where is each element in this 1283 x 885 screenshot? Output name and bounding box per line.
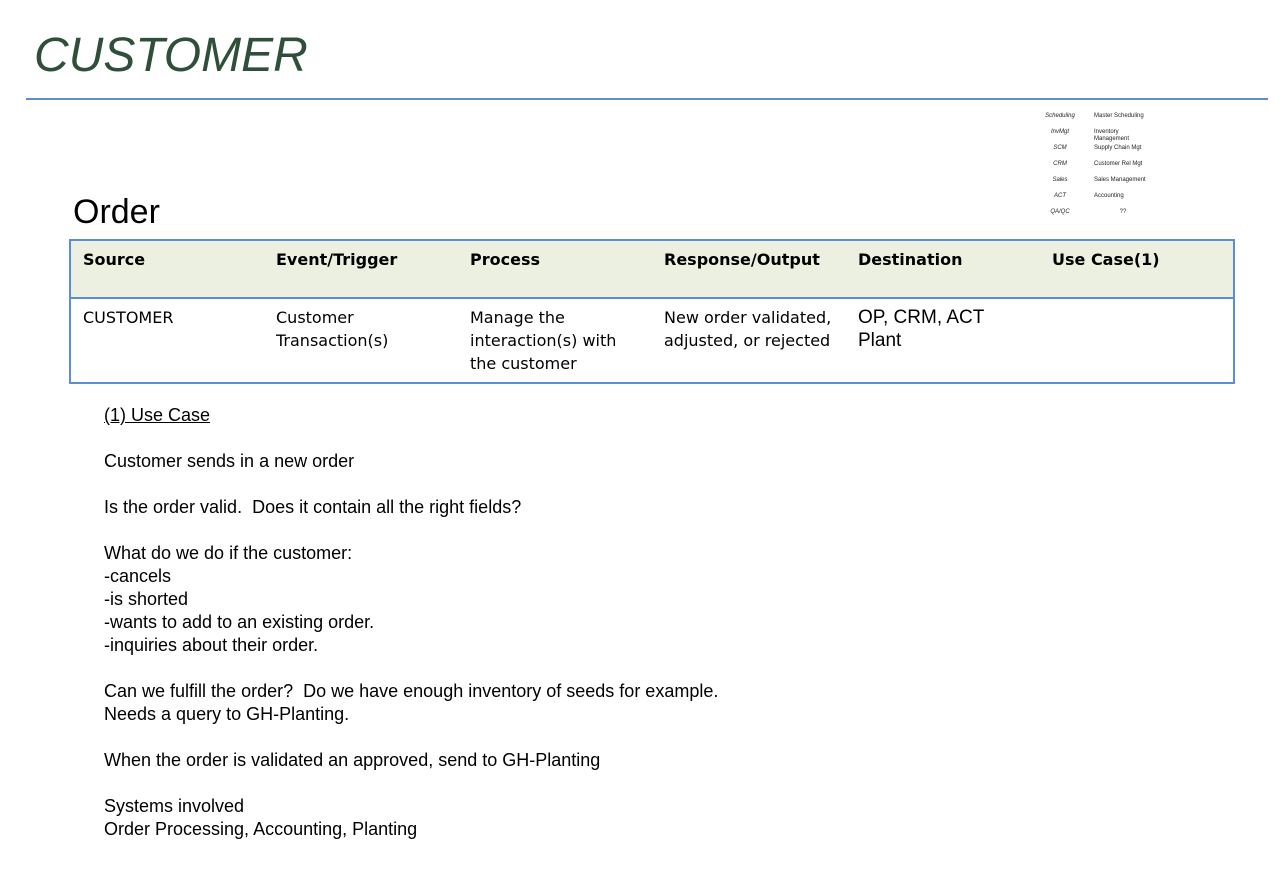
note-line: When the order is validated an approved, send to GH-Planting: [104, 750, 601, 770]
note-line: -is shorted: [104, 589, 189, 609]
note-line: -wants to add to an existing order.: [104, 612, 375, 632]
note-line: [104, 657, 1004, 680]
legend-row-sales: [1040, 177, 1160, 193]
legend-abbr: CRM: [1053, 161, 1067, 167]
legend-row-scheduling: [1040, 113, 1160, 129]
use-case-notes: [104, 404, 1004, 841]
slide-title: CUSTOMER: [34, 29, 308, 82]
legend-row-act: [1040, 193, 1160, 209]
legend-row-scm: [1040, 145, 1160, 161]
cell-process: Manage the interaction(s) with the customer: [470, 308, 617, 373]
legend-full: Supply Chain Mgt: [1094, 145, 1142, 151]
note-line: -cancels: [104, 566, 172, 586]
event-table: [69, 239, 1235, 384]
column-header-destination: Destination: [846, 240, 1040, 298]
legend-abbr: SCM: [1053, 145, 1067, 151]
cell-destination: OP, CRM, ACT Plant: [858, 307, 984, 351]
column-header-source: Source: [70, 240, 264, 298]
legend-full: Customer Rel Mgt: [1094, 161, 1143, 167]
cell-event-trigger: Customer Transaction(s): [276, 308, 389, 350]
cell-response-output: New order validated, adjusted, or rejected: [664, 308, 832, 350]
column-header-response-output: Response/Output: [652, 240, 846, 298]
column-header-use-case: Use Case(1): [1040, 240, 1234, 298]
note-line: What do we do if the customer:: [104, 543, 353, 563]
legend-full: ??: [1119, 209, 1127, 215]
legend-full: Inventory Management: [1094, 129, 1130, 142]
column-header-event-trigger: Event/Trigger: [264, 240, 458, 298]
note-line: Can we fulfill the order? Do we have enough inventory of seeds for example.: [104, 681, 719, 701]
note-line: [104, 473, 1004, 496]
legend-abbr: ACT: [1054, 193, 1066, 199]
note-line: [104, 726, 1004, 749]
table-row: [70, 298, 1234, 383]
title-divider: [26, 98, 1268, 100]
use-case-heading: (1) Use Case: [104, 405, 211, 425]
note-line: Systems involved: [104, 796, 245, 816]
note-line: [104, 772, 1004, 795]
note-line: Order Processing, Accounting, Planting: [104, 819, 418, 839]
legend-full: Accounting: [1094, 193, 1124, 199]
cell-source: CUSTOMER: [83, 308, 174, 327]
legend-abbr: InvMgt: [1050, 129, 1069, 135]
note-line: Is the order valid. Does it contain all the right fields?: [104, 497, 522, 517]
column-header-process: Process: [458, 240, 652, 298]
legend-row-qaqc: [1040, 209, 1160, 225]
legend-abbr: Scheduling: [1045, 113, 1075, 119]
legend-full: Master Scheduling: [1094, 113, 1144, 119]
cell-use-case: [1040, 298, 1234, 383]
section-heading: Order: [73, 193, 160, 231]
legend-abbr: Sales: [1052, 177, 1068, 183]
table-header-row: [70, 240, 1234, 298]
note-line: Customer sends in a new order: [104, 451, 355, 471]
abbreviation-legend: [1040, 113, 1160, 225]
note-line: [104, 519, 1004, 542]
legend-row-invmgt: [1040, 129, 1160, 145]
note-line: -inquiries about their order.: [104, 635, 319, 655]
legend-full: Sales Management: [1094, 177, 1146, 183]
note-line: Needs a query to GH-Planting.: [104, 704, 350, 724]
note-line: [104, 427, 1004, 450]
legend-abbr: QA/QC: [1050, 209, 1070, 215]
legend-row-crm: [1040, 161, 1160, 177]
